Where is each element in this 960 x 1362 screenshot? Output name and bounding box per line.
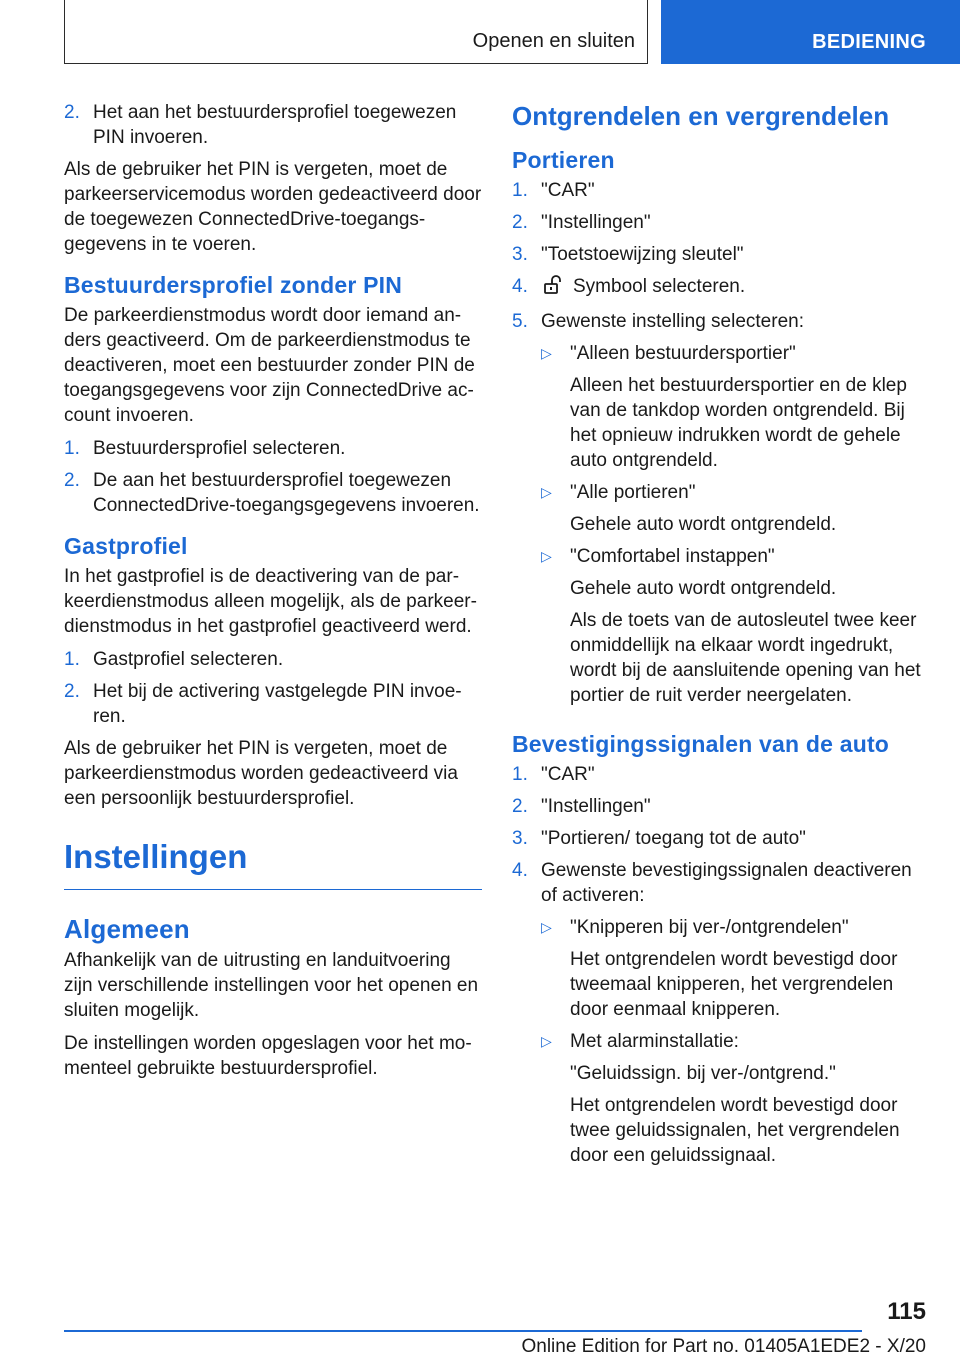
list-item	[512, 274, 930, 302]
triangle-bullet-icon: ▷	[541, 548, 552, 564]
list-item	[64, 436, 482, 461]
step-number: 1.	[64, 438, 80, 459]
bullet-text: "Knipperen bij ver-/ontgrendelen"	[570, 917, 849, 938]
step-number: 4.	[512, 860, 528, 881]
step-text: Gewenste instelling selecteren:	[541, 311, 804, 332]
page-number: 115	[887, 1298, 926, 1325]
step-text: "Toetstoewijzing sleutel"	[541, 244, 744, 265]
bullet-description: Het ontgrendelen wordt bevestigd door twee geluidssignalen, het vergrendelen door een geluidssignaal.	[570, 1095, 900, 1166]
bullet-text: "Comfortabel instappen"	[570, 546, 775, 567]
triangle-bullet-icon: ▷	[541, 484, 552, 500]
heading-algemeen: Algemeen	[64, 914, 190, 944]
list-item	[512, 309, 930, 334]
section-title: Openen en sluiten	[472, 30, 635, 52]
paragraph: In het gastprofiel is de deactivering van de parkeerdienstmodus alleen mogelijk, als de parkeerdienstmodus in het gastprofiel geactiveerd werd.	[64, 566, 477, 637]
bullet-description: Gehele auto wordt ontgrendeld.	[570, 514, 837, 535]
step-text: Het bij de activering vastgelegde PIN invoeren.	[93, 681, 462, 727]
step-number: 4.	[512, 276, 528, 297]
paragraph: Als de gebruiker het PIN is vergeten, moet de parkeerdienstmodus worden gedeactiveerd via een persoonlijk bestuurdersprofiel.	[64, 738, 458, 809]
step-number: 1.	[512, 764, 528, 785]
step-number: 2.	[64, 102, 80, 123]
step-number: 2.	[64, 470, 80, 491]
list-item	[512, 1029, 930, 1054]
step-text: "CAR"	[541, 180, 595, 201]
bullet-description: Gehele auto wordt ontgrendeld.	[570, 578, 837, 599]
chapter-title: BEDIENING	[812, 31, 926, 53]
step-number: 5.	[512, 311, 528, 332]
paragraph: Afhankelijk van de uitrusting en landuitvoering zijn verschillende instellingen voor het openen en sluiten mogelijk.	[64, 950, 479, 1021]
triangle-bullet-icon: ▷	[541, 919, 552, 935]
step-number: 3.	[512, 828, 528, 849]
list-item	[512, 826, 930, 851]
heading-bestuurdersprofiel: Bestuurdersprofiel zonder PIN	[64, 272, 403, 298]
step-number: 2.	[512, 212, 528, 233]
step-text: "CAR"	[541, 764, 595, 785]
step-text: Gastprofiel selecteren.	[93, 649, 284, 670]
step-text: Het aan het bestuurdersprofiel toegewezen PIN invoeren.	[93, 102, 457, 148]
paragraph: De instellingen worden opgeslagen voor het momenteel gebruikte bestuurdersprofiel.	[64, 1033, 472, 1079]
list-item	[512, 915, 930, 940]
bullet-description: Alleen het bestuurdersportier en de klep van de tankdop worden ontgrendeld. Bij het opnieuw indrukken wordt de gehele auto ontgrendeld.	[570, 375, 907, 471]
triangle-bullet-icon: ▷	[541, 1033, 552, 1049]
step-text: "Instellingen"	[541, 212, 651, 233]
list-item	[512, 858, 930, 908]
heading-bevestigingssignalen: Bevestigingssignalen van de auto	[512, 731, 890, 757]
triangle-bullet-icon: ▷	[541, 345, 552, 361]
bullet-text: "Alle portieren"	[570, 482, 696, 503]
list-item	[512, 210, 930, 235]
heading-gastprofiel: Gastprofiel	[64, 533, 188, 559]
bullet-description: Het ontgrendelen wordt bevestigd door tweemaal knipperen, het vergrendelen door eenmaal knipperen.	[570, 949, 898, 1020]
list-item	[512, 242, 930, 267]
list-item	[64, 679, 482, 729]
step-text: "Instellingen"	[541, 796, 651, 817]
step-number: 3.	[512, 244, 528, 265]
heading-instellingen: Instellingen	[64, 837, 482, 890]
unlock-icon	[543, 275, 565, 302]
list-item	[64, 100, 482, 150]
list-item	[512, 762, 930, 787]
step-number: 1.	[64, 649, 80, 670]
list-item	[512, 480, 930, 505]
list-item	[64, 647, 482, 672]
step-number: 1.	[512, 180, 528, 201]
footer-divider	[64, 1330, 862, 1332]
bullet-description: Als de toets van de autosleutel twee keer onmiddellijk na elkaar wordt ingedrukt, wordt bij de aansluitende opening van het portier de ruit verder neergelaten.	[570, 610, 921, 706]
heading-portieren: Portieren	[512, 147, 615, 173]
step-number: 2.	[512, 796, 528, 817]
list-item	[512, 178, 930, 203]
step-number: 2.	[64, 681, 80, 702]
heading-ontgrendelen: Ontgrendelen en vergrendelen	[512, 101, 890, 131]
list-item	[512, 794, 930, 819]
step-text: "Portieren/ toegang tot de auto"	[541, 828, 806, 849]
list-item	[64, 468, 482, 518]
left-column	[64, 100, 482, 1089]
header-section-box	[64, 0, 648, 64]
step-text: Symbool selecteren.	[573, 276, 746, 297]
list-item	[512, 341, 930, 366]
right-column	[512, 100, 930, 1175]
paragraph: De parkeerdienstmodus wordt door iemand anders geactiveerd. Om de parkeerdienstmodus te deactiveren, moet een bestuurder zonder PIN de toegangsgegevens voor zijn ConnectedDrive account invoeren.	[64, 305, 475, 426]
footer-edition: Online Edition for Part no. 01405A1EDE2 - X/20	[521, 1336, 926, 1357]
bullet-text: "Alleen bestuurdersportier"	[570, 343, 796, 364]
step-text: De aan het bestuurdersprofiel toegewezen ConnectedDrive-toegangsgegevens invoeren.	[93, 470, 480, 516]
list-item	[512, 544, 930, 569]
bullet-text: Met alarminstallatie:	[570, 1031, 739, 1052]
paragraph: Als de gebruiker het PIN is vergeten, moet de parkeerservicemodus worden gedeactiveerd door de toegewezen ConnectedDrive-toegangsgegevens in te voeren.	[64, 159, 482, 255]
step-text: Gewenste bevestigingssignalen deactiveren of activeren:	[541, 860, 912, 906]
header-chapter-box	[661, 0, 960, 64]
bullet-description: "Geluidssign. bij ver-/ontgrend."	[570, 1063, 836, 1084]
step-text: Bestuurdersprofiel selecteren.	[93, 438, 346, 459]
